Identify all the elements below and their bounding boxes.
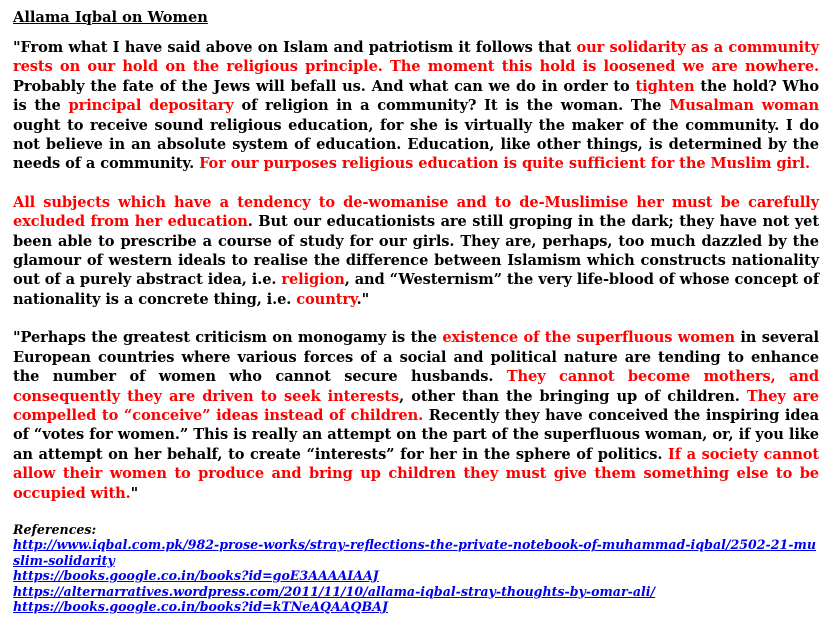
paragraph-3 [13, 328, 819, 503]
body-text: , and “Westernism” the very life-blood of whose concept of nationality is a concrete thing, i.e. [13, 271, 819, 308]
body-text: the hold? Who is the [13, 77, 819, 115]
body-text: ought to receive sound religious education, for she is virtually the maker of the community. I do not believe in an absolute system of education. Education, like other things, is determined by the needs of a community. [13, 116, 819, 173]
reference-link-2[interactable]: https://books.google.co.in/books?id=goE3AAAAIAAJ [13, 568, 379, 584]
highlighted-text: our solidarity as a community rests on our hold on the religious principle. The moment this hold is loosened we are nowhere. [13, 39, 819, 76]
highlighted-text: religion [281, 271, 345, 289]
body-text: Probably the fate of the Jews will befall us. And what can we do in order to [13, 77, 636, 95]
reference-link-4[interactable]: https://books.google.co.in/books?id=kTNeAQAAQBAJ [13, 598, 388, 614]
highlighted-text: For our purposes religious education is quite sufficient for the Muslim girl. [199, 155, 810, 173]
paragraph-1 [13, 38, 819, 174]
body-text: " [130, 484, 139, 502]
body-text: , other than the bringing up of children. [399, 387, 747, 405]
reference-link-3[interactable]: https://alternarratives.wordpress.com/2011/11/10/allama-iqbal-stray-thoughts-by-omar-ali/ [13, 583, 656, 599]
body-text: "Perhaps the greatest criticism on monogamy is the [13, 329, 443, 347]
highlighted-text: They cannot become mothers, and consequently they are driven to seek interests [13, 368, 819, 405]
highlighted-text: They are compelled to “conceive” ideas instead of children. [13, 387, 819, 424]
paragraph-2 [13, 193, 819, 309]
body-text: "From what I have said above on Islam and patriotism it follows that [13, 39, 577, 56]
highlighted-text: existence of the superfluous women [442, 329, 735, 347]
body-text: . But our educationists are still groping in the dark; they have not yet been able to prescribe a course of study for our girls. They are, perhaps, too much dazzled by the glamour of western ideals to realise the difference between Islamism which constructs nationality out of a purely abstract idea, i.e. [13, 213, 820, 289]
body-text: ." [356, 290, 370, 308]
highlighted-text: If a society cannot allow their women to produce and bring up children they must give them something else to be occupied with. [13, 445, 819, 502]
body-text: Recently they have conceived the inspiring idea of “votes for women.” This is really an attempt on the part of the superfluous woman, or, if you like an attempt on her behalf, to create “interests” for her in the sphere of politics. [13, 406, 819, 463]
body-text: of religion in a community? It is the woman. The [233, 97, 670, 115]
body-text: in several European countries where various forces of a social and political nature are tending to enhance the number of women who cannot secure husbands. [13, 329, 820, 386]
highlighted-text: principal depositary [68, 97, 234, 115]
document-title: Allama Iqbal on Women [13, 9, 208, 26]
highlighted-text: All subjects which have a tendency to de-womanise and to de-Muslimise her must be carefully excluded from her education [13, 193, 819, 231]
highlighted-text: tighten [635, 77, 695, 95]
reference-link-1[interactable]: http://www.iqbal.com.pk/982-prose-works/stray-reflections-the-private-notebook-of-muhammad-iqbal/2502-21-muslim-solidarity [13, 537, 816, 568]
references-section [13, 522, 819, 614]
highlighted-text: Musalman woman [669, 97, 819, 115]
references-label: References: [13, 521, 97, 537]
highlighted-text: country [296, 290, 357, 308]
